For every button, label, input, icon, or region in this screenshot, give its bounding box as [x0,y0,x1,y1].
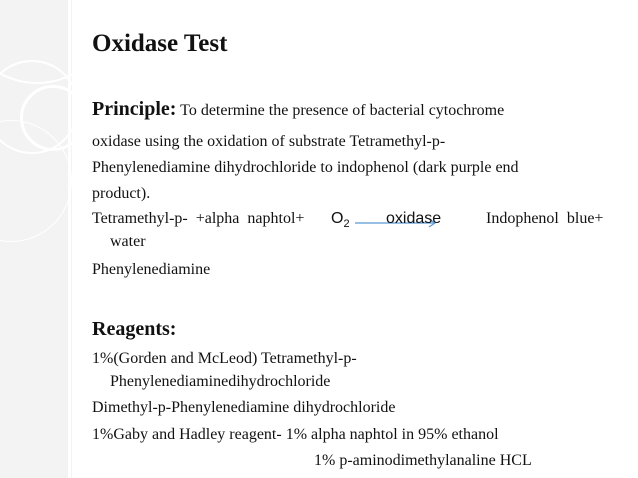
principle-line [92,98,504,121]
equation-reactant-continuation: Phenylenediamine [92,261,211,278]
equation-product: Indophenol blue+ [486,210,604,227]
reagent-line: 1% p-aminodimethylanaline HCL [314,452,532,469]
oxygen-formula [331,210,350,230]
reagents-heading: Reagents: [92,318,177,340]
principle-heading: Principle: [92,98,177,120]
principle-line: product). [92,185,151,202]
enzyme-label: oxidase [386,210,442,227]
reagent-line: 1%Gaby and Hadley reagent- 1% alpha naphtol in 95% ethanol [92,426,499,443]
principle-text: To determine the presence of bacterial cytochrome [180,102,505,119]
reagent-line: Dimethyl-p-Phenylenediamine dihydrochloride [92,399,396,416]
sidebar-divider [68,0,71,478]
decorative-sidebar [0,0,72,478]
reagent-line: Phenylenediaminedihydrochloride [110,373,331,390]
principle-line: oxidase using the oxidation of substrate Tetramethyl-p- [92,133,446,150]
principle-line: Phenylenediamine dihydrochloride to indophenol (dark purple end [92,159,519,176]
equation-reactants: Tetramethyl-p- +alpha naphtol+ [92,210,305,227]
oxygen-symbol: O [331,210,344,227]
slide-title: Oxidase Test [92,30,228,57]
oxygen-subscript: 2 [343,218,350,231]
reagent-line: 1%(Gorden and McLeod) Tetramethyl-p- [92,350,357,367]
equation-continuation: water [110,233,146,250]
